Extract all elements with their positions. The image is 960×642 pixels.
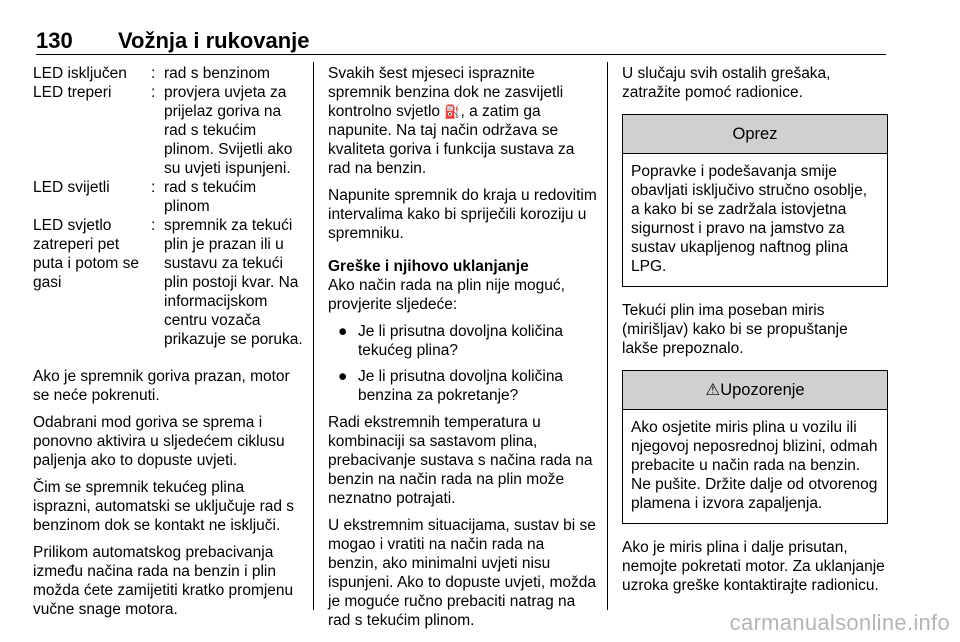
warning-title: Upozorenje [720, 381, 805, 399]
paragraph: Čim se spremnik tekućeg plina isprazni, automatski se uključuje rad s benzinom dok se kontakt ne isključi. [33, 479, 295, 534]
page-number: 130 [36, 28, 73, 53]
list-item [328, 367, 598, 405]
fuel-pump-icon: ⛽ [444, 104, 461, 119]
warning-header [623, 371, 887, 410]
led-colon: : [151, 84, 156, 101]
led-state: LED treperi [33, 84, 112, 101]
led-state: LED isključen [33, 65, 127, 82]
led-colon: : [151, 179, 156, 196]
led-meaning: rad s tekućim plinom [164, 179, 257, 215]
paragraph [328, 64, 598, 178]
page-title: Vožnja i rukovanje [118, 28, 310, 53]
watermark: carmanualsonline.info [729, 610, 950, 635]
page-header [36, 28, 886, 54]
led-colon: : [151, 65, 156, 82]
paragraph: Prilikom automatskog prebacivanja između načina rada na benzin i plin možda ćete zamijetiti kratko promjenu vučne snage motora. [33, 544, 294, 618]
bullet-icon: ● [338, 368, 348, 385]
column-3 [622, 64, 888, 603]
paragraph: Ako način rada na plin nije moguć, provjerite sljedeće: [328, 277, 565, 313]
list-item-text: Je li prisutna dovoljna količina benzina za pokretanje? [358, 368, 564, 404]
led-meaning: provjera uvjeta za prijelaz goriva na rad s tekućim plinom. Svijetli ako su uvjeti ispunjeni. [164, 84, 293, 177]
led-row [33, 64, 303, 83]
warning-text: Ako osjetite miris plina u vozilu ili njegovoj neposrednoj blizini, odmah prebacite u način rada na benzin. Ne pušite. Držite dalje od otvorenog plamena i izvora zapaljenja. [631, 419, 878, 512]
paragraph-text: , a zatim ga napunite. Na taj način održava se kvaliteta goriva i funkcija sustava za rad na benzin. [328, 103, 575, 177]
paragraph: Radi ekstremnih temperatura u kombinaciji sa sastavom plina, prebacivanje sustava s načina rada na benzin na način rada na plin može neznatno potrajati. [328, 414, 593, 507]
list-item-text: Je li prisutna dovoljna količina tekućeg plina? [358, 323, 564, 359]
paragraph: Odabrani mod goriva se sprema i ponovno aktivira u sljedećem ciklusu paljenja ako to dopuste uvjeti. [33, 414, 285, 469]
list-item [328, 322, 598, 360]
led-colon: : [151, 217, 156, 234]
column-divider-1 [313, 62, 314, 610]
led-row [33, 83, 303, 178]
led-status-table [33, 64, 303, 349]
paragraph: Ako je miris plina i dalje prisutan, nemojte pokretati motor. Za uklanjanje uzroka greške kontaktirajte radionicu. [622, 539, 885, 594]
check-list [328, 322, 598, 405]
caution-box [622, 114, 888, 287]
column-2 [328, 64, 598, 638]
led-row [33, 178, 303, 216]
led-row [33, 216, 303, 349]
header-divider [36, 54, 886, 55]
section-heading: Greške i njihovo uklanjanje [328, 258, 529, 275]
column-1 [33, 64, 303, 627]
paragraph: U slučaju svih ostalih grešaka, zatražite pomoć radionice. [622, 65, 831, 101]
warning-box [622, 370, 888, 524]
column-divider-2 [607, 62, 608, 610]
led-meaning: spremnik za tekući plin je prazan ili u sustavu za tekući plin postoji kvar. Na informacijskom centru vozača prikazuje se poruka. [164, 217, 303, 348]
paragraph: Tekući plin ima poseban miris (mirišljav) kako bi se propuštanje lakše prepoznalo. [622, 302, 848, 357]
led-state: LED svjetlo zatreperi pet puta i potom se gasi [33, 217, 139, 291]
led-state: LED svijetli [33, 179, 110, 196]
bullet-icon: ● [338, 323, 348, 340]
paragraph: Napunite spremnik do kraja u redovitim intervalima kako bi spriječili koroziju u spremniku. [328, 187, 597, 242]
warning-triangle-icon: ⚠ [705, 381, 721, 399]
paragraph-text: Svakih šest mjeseci ispraznite spremnik benzina dok ne zasvijetli kontrolno svjetlo [328, 65, 564, 120]
caution-text: Popravke i podešavanja smije obavljati isključivo stručno osoblje, a kako bi se zadržala istovjetna sigurnost i pravo na jamstvo za sustav ukapljenog naftnog plina LPG. [631, 163, 868, 275]
led-meaning: rad s benzinom [164, 65, 270, 82]
caution-title: Oprez [623, 115, 887, 154]
paragraph: U ekstremnim situacijama, sustav bi se mogao i vratiti na način rada na benzin, ako minimalni uvjeti nisu ispunjeni. Ako to dopuste uvjeti, možda je moguće ručno prebaciti natrag na rad s tekućim plinom. [328, 517, 596, 629]
paragraph: Ako je spremnik goriva prazan, motor se neće pokrenuti. [33, 368, 290, 404]
